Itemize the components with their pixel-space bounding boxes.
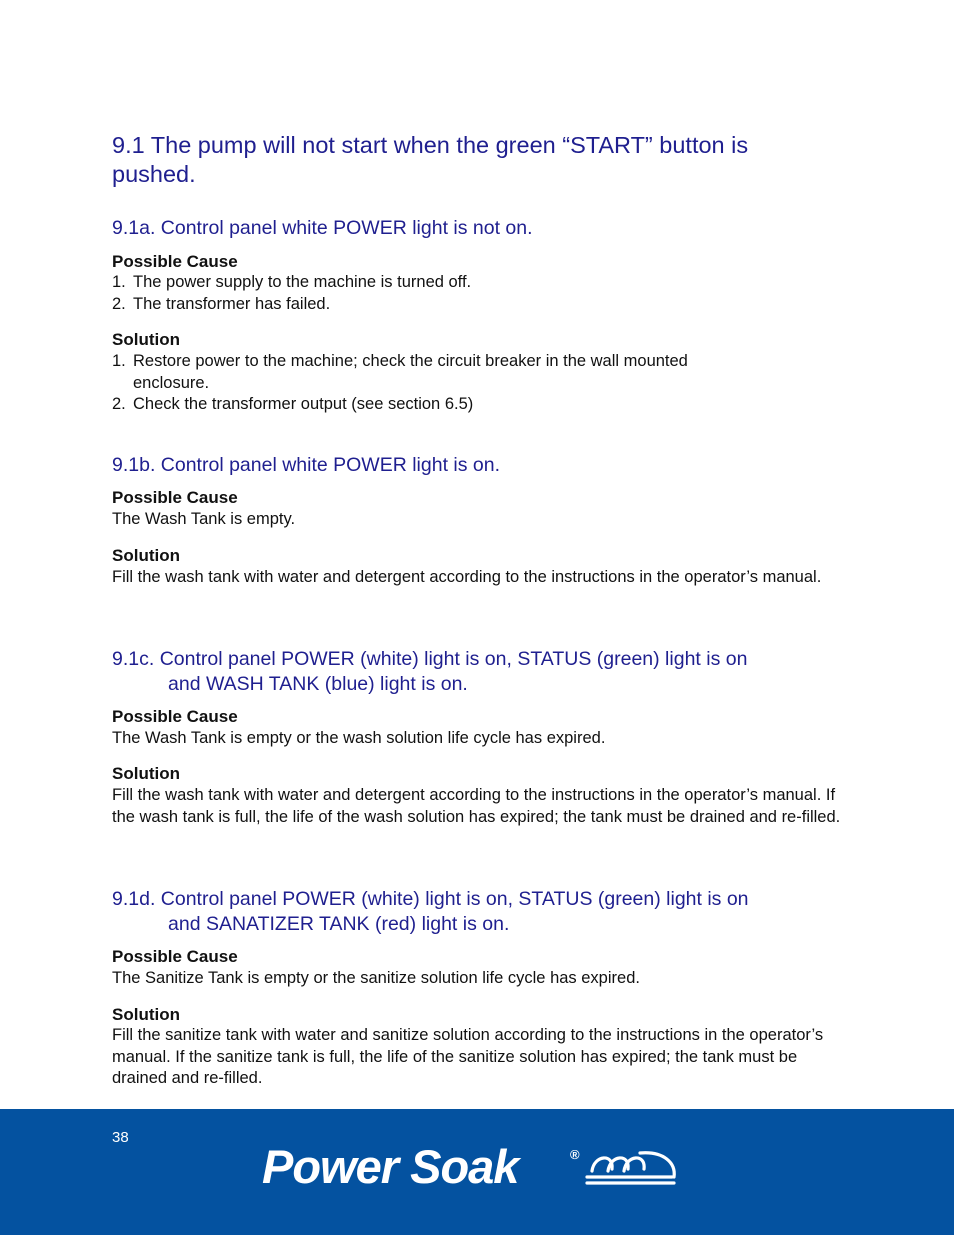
list-item: 2. Check the transformer output (see section 6.5) xyxy=(112,395,474,413)
solution-text: Fill the wash tank with water and detergent according to the instructions in the operator’s manual. xyxy=(112,568,822,586)
cause-list xyxy=(112,272,847,315)
solution-label: Solution xyxy=(112,1005,180,1024)
registered-mark: ® xyxy=(570,1147,580,1162)
cause-text: The Sanitize Tank is empty or the sanitize solution life cycle has expired. xyxy=(112,969,640,987)
solution-label: Solution xyxy=(112,330,180,349)
cause-text: The Wash Tank is empty or the wash solution life cycle has expired. xyxy=(112,729,606,747)
list-item: 1. The power supply to the machine is turned off. xyxy=(112,273,472,291)
possible-cause-label: Possible Cause xyxy=(112,707,238,726)
solution-label: Solution xyxy=(112,546,180,565)
possible-cause-label: Possible Cause xyxy=(112,488,238,507)
page-number: 38 xyxy=(112,1129,129,1146)
section-heading-9-1b: 9.1b. Control panel white POWER light is on. xyxy=(112,454,501,476)
list-item: 1. Restore power to the machine; check the circuit breaker in the wall mounted enclosure. xyxy=(112,352,688,392)
logo-wordmark: Power Soak xyxy=(262,1140,519,1189)
solution-list xyxy=(112,351,847,416)
solution-label: Solution xyxy=(112,764,180,783)
solution-text: Fill the wash tank with water and detergent according to the instructions in the operator’s manual. If the wash tank is full, the life of the wash solution has expired; the tank must be drained and re-filled. xyxy=(112,786,841,826)
section-heading-9-1d: 9.1d. Control panel POWER (white) light is on, STATUS (green) light is on and SANATIZER TANK (red) light is on. xyxy=(112,888,749,935)
power-soak-logo xyxy=(262,1139,682,1189)
cause-text: The Wash Tank is empty. xyxy=(112,510,296,528)
solution-text: Fill the sanitize tank with water and sanitize solution according to the instructions in the operator’s manual. If the sanitize tank is full, the life of the sanitize solution has expired; the tank must be drained and re-filled. xyxy=(112,1026,824,1087)
page-footer xyxy=(0,1109,954,1235)
possible-cause-label: Possible Cause xyxy=(112,252,238,271)
section-heading-9-1a: 9.1a. Control panel white POWER light is not on. xyxy=(112,217,533,239)
section-heading-9-1c: 9.1c. Control panel POWER (white) light is on, STATUS (green) light is on and WASH TANK (blue) light is on. xyxy=(112,648,748,695)
possible-cause-label: Possible Cause xyxy=(112,947,238,966)
list-item: 2. The transformer has failed. xyxy=(112,294,331,313)
wave-emblem-icon xyxy=(587,1153,674,1183)
page-title: 9.1 The pump will not start when the green “START” button is pushed. xyxy=(112,132,749,187)
